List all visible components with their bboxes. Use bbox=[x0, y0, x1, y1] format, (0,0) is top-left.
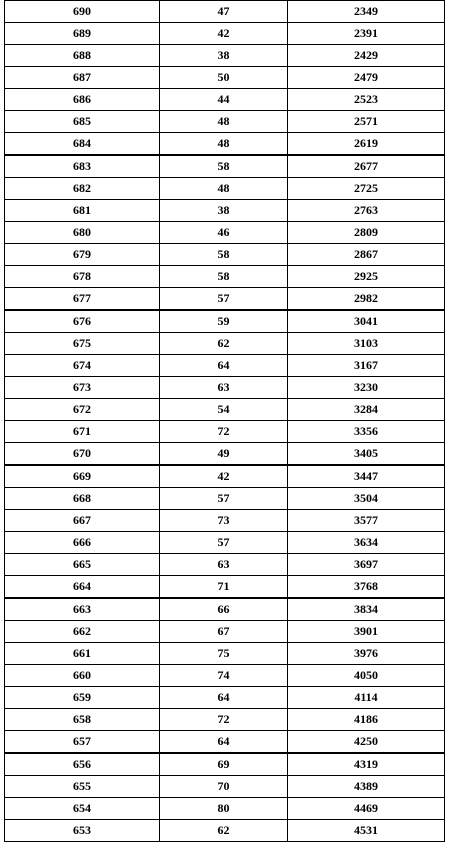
score-cell: 674 bbox=[5, 355, 160, 377]
score-cell: 661 bbox=[5, 643, 160, 665]
table-row bbox=[5, 488, 445, 510]
score-cell: 681 bbox=[5, 200, 160, 222]
count-cell: 74 bbox=[160, 665, 288, 687]
table-row bbox=[5, 89, 445, 111]
cumulative-cell: 2677 bbox=[288, 155, 445, 178]
count-cell: 47 bbox=[160, 1, 288, 23]
count-cell: 58 bbox=[160, 266, 288, 288]
count-cell: 42 bbox=[160, 23, 288, 45]
score-cell: 683 bbox=[5, 155, 160, 178]
count-cell: 54 bbox=[160, 399, 288, 421]
count-cell: 44 bbox=[160, 89, 288, 111]
score-cell: 666 bbox=[5, 532, 160, 554]
table-row bbox=[5, 133, 445, 156]
table-row bbox=[5, 665, 445, 687]
count-cell: 64 bbox=[160, 731, 288, 754]
table-row bbox=[5, 155, 445, 178]
table-row bbox=[5, 532, 445, 554]
count-cell: 58 bbox=[160, 244, 288, 266]
count-cell: 64 bbox=[160, 355, 288, 377]
cumulative-cell: 3634 bbox=[288, 532, 445, 554]
count-cell: 57 bbox=[160, 288, 288, 311]
cumulative-cell: 2867 bbox=[288, 244, 445, 266]
table-row bbox=[5, 576, 445, 599]
table-row bbox=[5, 355, 445, 377]
table-row bbox=[5, 333, 445, 355]
score-cell: 654 bbox=[5, 798, 160, 820]
cumulative-cell: 2349 bbox=[288, 1, 445, 23]
score-cell: 660 bbox=[5, 665, 160, 687]
cumulative-cell: 4114 bbox=[288, 687, 445, 709]
score-cell: 663 bbox=[5, 598, 160, 621]
table-row bbox=[5, 643, 445, 665]
cumulative-cell: 3697 bbox=[288, 554, 445, 576]
score-cell: 677 bbox=[5, 288, 160, 311]
score-cell: 679 bbox=[5, 244, 160, 266]
count-cell: 73 bbox=[160, 510, 288, 532]
table-row bbox=[5, 510, 445, 532]
table-row bbox=[5, 45, 445, 67]
cumulative-cell: 4250 bbox=[288, 731, 445, 754]
table-row bbox=[5, 554, 445, 576]
table-row bbox=[5, 377, 445, 399]
cumulative-cell: 3577 bbox=[288, 510, 445, 532]
count-cell: 62 bbox=[160, 333, 288, 355]
score-cell: 658 bbox=[5, 709, 160, 731]
table-row bbox=[5, 67, 445, 89]
cumulative-cell: 2925 bbox=[288, 266, 445, 288]
cumulative-cell: 3976 bbox=[288, 643, 445, 665]
cumulative-cell: 3356 bbox=[288, 421, 445, 443]
cumulative-cell: 4469 bbox=[288, 798, 445, 820]
table-row bbox=[5, 222, 445, 244]
cumulative-cell: 3167 bbox=[288, 355, 445, 377]
count-cell: 64 bbox=[160, 687, 288, 709]
score-cell: 682 bbox=[5, 178, 160, 200]
score-cell: 664 bbox=[5, 576, 160, 599]
score-table bbox=[4, 0, 445, 842]
cumulative-cell: 4050 bbox=[288, 665, 445, 687]
cumulative-cell: 3405 bbox=[288, 443, 445, 466]
table-row bbox=[5, 111, 445, 133]
score-table-sheet bbox=[4, 0, 444, 842]
table-row bbox=[5, 178, 445, 200]
table-row bbox=[5, 200, 445, 222]
cumulative-cell: 3284 bbox=[288, 399, 445, 421]
count-cell: 48 bbox=[160, 178, 288, 200]
count-cell: 72 bbox=[160, 421, 288, 443]
count-cell: 57 bbox=[160, 532, 288, 554]
table-row bbox=[5, 598, 445, 621]
cumulative-cell: 4531 bbox=[288, 820, 445, 842]
count-cell: 58 bbox=[160, 155, 288, 178]
table-row bbox=[5, 244, 445, 266]
score-cell: 678 bbox=[5, 266, 160, 288]
cumulative-cell: 2571 bbox=[288, 111, 445, 133]
score-cell: 676 bbox=[5, 310, 160, 333]
count-cell: 48 bbox=[160, 111, 288, 133]
score-cell: 662 bbox=[5, 621, 160, 643]
cumulative-cell: 2523 bbox=[288, 89, 445, 111]
table-row bbox=[5, 776, 445, 798]
cumulative-cell: 3504 bbox=[288, 488, 445, 510]
table-row bbox=[5, 731, 445, 754]
score-cell: 671 bbox=[5, 421, 160, 443]
count-cell: 72 bbox=[160, 709, 288, 731]
cumulative-cell: 3041 bbox=[288, 310, 445, 333]
cumulative-cell: 3103 bbox=[288, 333, 445, 355]
score-cell: 675 bbox=[5, 333, 160, 355]
score-cell: 672 bbox=[5, 399, 160, 421]
count-cell: 66 bbox=[160, 598, 288, 621]
score-cell: 673 bbox=[5, 377, 160, 399]
score-cell: 690 bbox=[5, 1, 160, 23]
table-row bbox=[5, 266, 445, 288]
count-cell: 67 bbox=[160, 621, 288, 643]
cumulative-cell: 4319 bbox=[288, 753, 445, 776]
score-cell: 687 bbox=[5, 67, 160, 89]
count-cell: 59 bbox=[160, 310, 288, 333]
table-row bbox=[5, 1, 445, 23]
score-cell: 656 bbox=[5, 753, 160, 776]
cumulative-cell: 3901 bbox=[288, 621, 445, 643]
score-cell: 657 bbox=[5, 731, 160, 754]
cumulative-cell: 2479 bbox=[288, 67, 445, 89]
score-cell: 659 bbox=[5, 687, 160, 709]
cumulative-cell: 2809 bbox=[288, 222, 445, 244]
table-row bbox=[5, 421, 445, 443]
score-cell: 688 bbox=[5, 45, 160, 67]
score-cell: 686 bbox=[5, 89, 160, 111]
score-cell: 689 bbox=[5, 23, 160, 45]
table-row bbox=[5, 798, 445, 820]
cumulative-cell: 3230 bbox=[288, 377, 445, 399]
score-cell: 655 bbox=[5, 776, 160, 798]
table-row bbox=[5, 23, 445, 45]
count-cell: 38 bbox=[160, 200, 288, 222]
count-cell: 38 bbox=[160, 45, 288, 67]
table-row bbox=[5, 621, 445, 643]
cumulative-cell: 2982 bbox=[288, 288, 445, 311]
cumulative-cell: 2763 bbox=[288, 200, 445, 222]
cumulative-cell: 4186 bbox=[288, 709, 445, 731]
cumulative-cell: 2725 bbox=[288, 178, 445, 200]
table-row bbox=[5, 709, 445, 731]
table-row bbox=[5, 753, 445, 776]
score-cell: 685 bbox=[5, 111, 160, 133]
table-row bbox=[5, 820, 445, 842]
count-cell: 70 bbox=[160, 776, 288, 798]
table-row bbox=[5, 310, 445, 333]
count-cell: 63 bbox=[160, 377, 288, 399]
score-cell: 670 bbox=[5, 443, 160, 466]
cumulative-cell: 2619 bbox=[288, 133, 445, 156]
table-row bbox=[5, 399, 445, 421]
count-cell: 49 bbox=[160, 443, 288, 466]
cumulative-cell: 4389 bbox=[288, 776, 445, 798]
count-cell: 48 bbox=[160, 133, 288, 156]
count-cell: 71 bbox=[160, 576, 288, 599]
cumulative-cell: 3834 bbox=[288, 598, 445, 621]
table-row bbox=[5, 288, 445, 311]
score-cell: 680 bbox=[5, 222, 160, 244]
cumulative-cell: 2391 bbox=[288, 23, 445, 45]
count-cell: 69 bbox=[160, 753, 288, 776]
count-cell: 62 bbox=[160, 820, 288, 842]
count-cell: 50 bbox=[160, 67, 288, 89]
cumulative-cell: 2429 bbox=[288, 45, 445, 67]
count-cell: 63 bbox=[160, 554, 288, 576]
cumulative-cell: 3768 bbox=[288, 576, 445, 599]
score-cell: 669 bbox=[5, 465, 160, 488]
count-cell: 75 bbox=[160, 643, 288, 665]
table-row bbox=[5, 443, 445, 466]
cumulative-cell: 3447 bbox=[288, 465, 445, 488]
count-cell: 46 bbox=[160, 222, 288, 244]
count-cell: 80 bbox=[160, 798, 288, 820]
score-cell: 653 bbox=[5, 820, 160, 842]
table-row bbox=[5, 687, 445, 709]
score-cell: 667 bbox=[5, 510, 160, 532]
score-cell: 668 bbox=[5, 488, 160, 510]
score-cell: 684 bbox=[5, 133, 160, 156]
count-cell: 42 bbox=[160, 465, 288, 488]
score-table-body bbox=[5, 1, 445, 842]
count-cell: 57 bbox=[160, 488, 288, 510]
score-cell: 665 bbox=[5, 554, 160, 576]
table-row bbox=[5, 465, 445, 488]
